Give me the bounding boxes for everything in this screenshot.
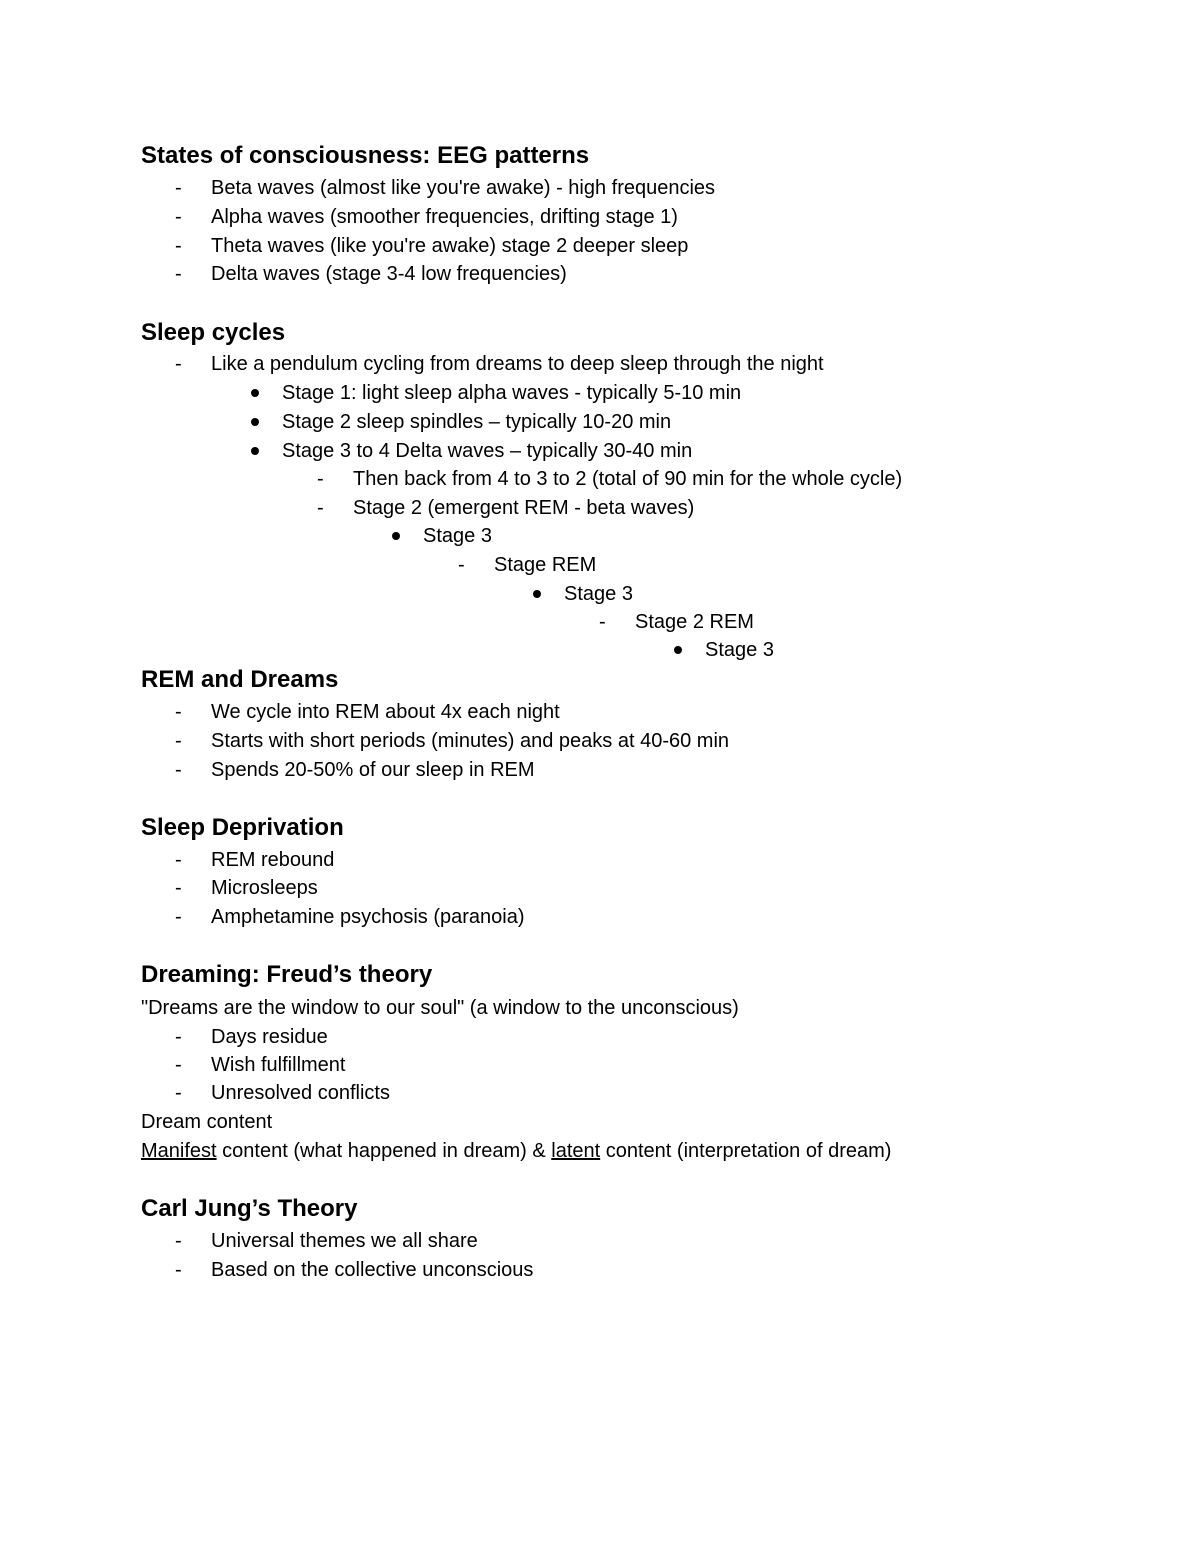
list-item: Stage 3 (564, 583, 633, 605)
round-bullet (251, 418, 259, 426)
manifest-latent-line (141, 1139, 891, 1163)
latent-term: latent (551, 1140, 601, 1162)
list-item: Theta waves (like you're awake) stage 2 deeper sleep (211, 235, 689, 257)
list-item: Unresolved conflicts (211, 1082, 390, 1104)
dash-bullet: - (175, 206, 182, 228)
dash-bullet: - (175, 730, 182, 752)
list-item: Alpha waves (smoother frequencies, drifting stage 1) (211, 206, 678, 228)
dash-bullet: - (175, 849, 182, 871)
dash-bullet: - (175, 263, 182, 285)
list-item: Stage 3 (423, 525, 492, 547)
heading-sleep-deprivation: Sleep Deprivation (141, 814, 344, 841)
dash-bullet: - (175, 353, 182, 375)
dash-bullet: - (175, 177, 182, 199)
heading-eeg-patterns: States of consciousness: EEG patterns (141, 142, 590, 169)
round-bullet (674, 646, 682, 654)
list-item: Stage 2 sleep spindles – typically 10-20 min (282, 411, 672, 433)
list-item: Stage 2 REM (635, 611, 754, 633)
dash-bullet: - (599, 611, 606, 633)
list-item: Based on the collective unconscious (211, 1259, 534, 1281)
heading-rem-dreams: REM and Dreams (141, 666, 339, 693)
round-bullet (251, 389, 259, 397)
dash-bullet: - (317, 468, 324, 490)
list-item: Stage 3 (705, 639, 774, 661)
dash-bullet: - (175, 1026, 182, 1048)
dream-content-label: Dream content (141, 1111, 273, 1133)
list-item: We cycle into REM about 4x each night (211, 701, 560, 723)
manifest-description: content (what happened in dream) & (216, 1140, 552, 1162)
round-bullet (392, 532, 400, 540)
list-item: Like a pendulum cycling from dreams to deep sleep through the night (211, 353, 824, 375)
list-item: Microsleeps (211, 877, 318, 899)
list-item: Then back from 4 to 3 to 2 (total of 90 min for the whole cycle) (353, 468, 903, 490)
list-item: Stage REM (494, 554, 597, 576)
manifest-term: Manifest (141, 1140, 217, 1162)
latent-description: content (interpretation of dream) (600, 1140, 892, 1162)
dash-bullet: - (175, 1230, 182, 1252)
dash-bullet: - (175, 701, 182, 723)
list-item: Beta waves (almost like you're awake) - high frequencies (211, 177, 716, 199)
dash-bullet: - (458, 554, 465, 576)
list-item: Universal themes we all share (211, 1230, 478, 1252)
dash-bullet: - (175, 759, 182, 781)
heading-jung-theory: Carl Jung’s Theory (141, 1195, 358, 1222)
list-item: Spends 20-50% of our sleep in REM (211, 759, 535, 781)
dash-bullet: - (175, 1082, 182, 1104)
dash-bullet: - (175, 1259, 182, 1281)
list-item: Stage 2 (emergent REM - beta waves) (353, 497, 695, 519)
round-bullet (251, 447, 259, 455)
round-bullet (533, 590, 541, 598)
list-item: Days residue (211, 1026, 328, 1048)
list-item: Delta waves (stage 3-4 low frequencies) (211, 263, 567, 285)
list-item: Stage 1: light sleep alpha waves - typically 5-10 min (282, 382, 742, 404)
heading-sleep-cycles: Sleep cycles (141, 319, 286, 346)
dash-bullet: - (175, 877, 182, 899)
dash-bullet: - (175, 906, 182, 928)
list-item: REM rebound (211, 849, 335, 871)
dash-bullet: - (175, 1054, 182, 1076)
list-item: Wish fulfillment (211, 1054, 346, 1076)
dash-bullet: - (175, 235, 182, 257)
list-item: Stage 3 to 4 Delta waves – typically 30-40 min (282, 440, 693, 462)
list-item: Starts with short periods (minutes) and peaks at 40-60 min (211, 730, 730, 752)
heading-freud-theory: Dreaming: Freud’s theory (141, 961, 433, 988)
quote-text: "Dreams are the window to our soul" (a window to the unconscious) (141, 997, 739, 1019)
dash-bullet: - (317, 497, 324, 519)
list-item: Amphetamine psychosis (paranoia) (211, 906, 525, 928)
